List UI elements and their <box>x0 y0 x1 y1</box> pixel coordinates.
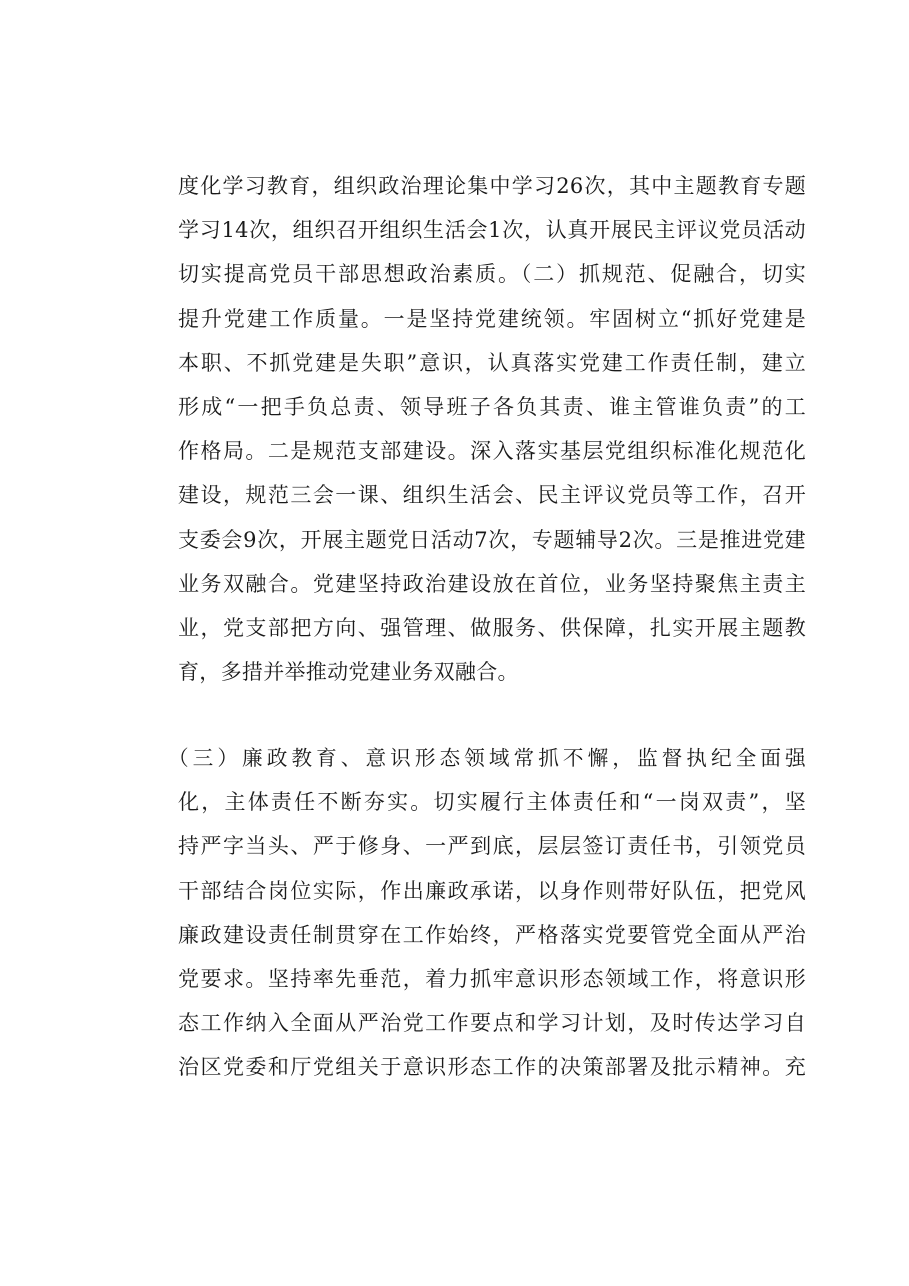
text-line: 持严字当头、严于修身、一严到底，层层签订责任书，引领党员 <box>178 834 806 859</box>
text-line: 化，主体责任不断夯实。切实履行主体责任和“一岗双责”，坚 <box>178 790 806 815</box>
text-line: 廉政建设责任制贯穿在工作始终，严格落实党要管党全面从严治 <box>178 922 806 947</box>
text-line: 态工作纳入全面从严治党工作要点和学习计划，及时传达学习自 <box>178 1011 806 1036</box>
text-line: 作格局。二是规范支部建设。深入落实基层党组织标准化规范化 <box>178 439 806 464</box>
paragraph-2 <box>168 736 806 1090</box>
text-line: 度化学习教育，组织政治理论集中学习26次，其中主题教育专题 <box>178 174 806 198</box>
text-line: 本职、不抓党建是失职”意识，认真落实党建工作责任制，建立 <box>178 350 806 375</box>
paragraph-1 <box>178 164 806 694</box>
text-line: 切实提高党员干部思想政治素质。（二）抓规范、促融合，切实 <box>178 262 806 287</box>
text-line: 业，党支部把方向、强管理、做服务、供保障，扎实开展主题教 <box>178 615 806 640</box>
text-line: 党要求。坚持率先垂范，着力抓牢意识形态领域工作，将意识形 <box>178 966 806 991</box>
text-line: 干部结合岗位实际，作出廉政承诺，以身作则带好队伍，把党风 <box>178 878 806 903</box>
text-line: 学习14次，组织召开组织生活会1次，认真开展民主评议党员活动 <box>178 218 806 243</box>
text-line: 业务双融合。党建坚持政治建设放在首位，业务坚持聚焦主责主 <box>178 571 806 596</box>
text-line: 建设，规范三会一课、组织生活会、民主评议党员等工作，召开 <box>178 483 806 508</box>
text-line: 育，多措并举推动党建业务双融合。 <box>178 660 519 685</box>
text-line: 支委会9次，开展主题党日活动7次，专题辅导2次。三是推进党建 <box>178 527 806 552</box>
text-line: 治区党委和厅党组关于意识形态工作的决策部署及批示精神。充 <box>178 1055 806 1080</box>
text-line: 提升党建工作质量。一是坚持党建统领。牢固树立“抓好党建是 <box>178 306 806 331</box>
text-line: （三）廉政教育、意识形态领域常抓不懈，监督执纪全面强 <box>168 746 806 770</box>
text-line: 形成“一把手负总责、领导班子各负其责、谁主管谁负责”的工 <box>178 394 806 419</box>
